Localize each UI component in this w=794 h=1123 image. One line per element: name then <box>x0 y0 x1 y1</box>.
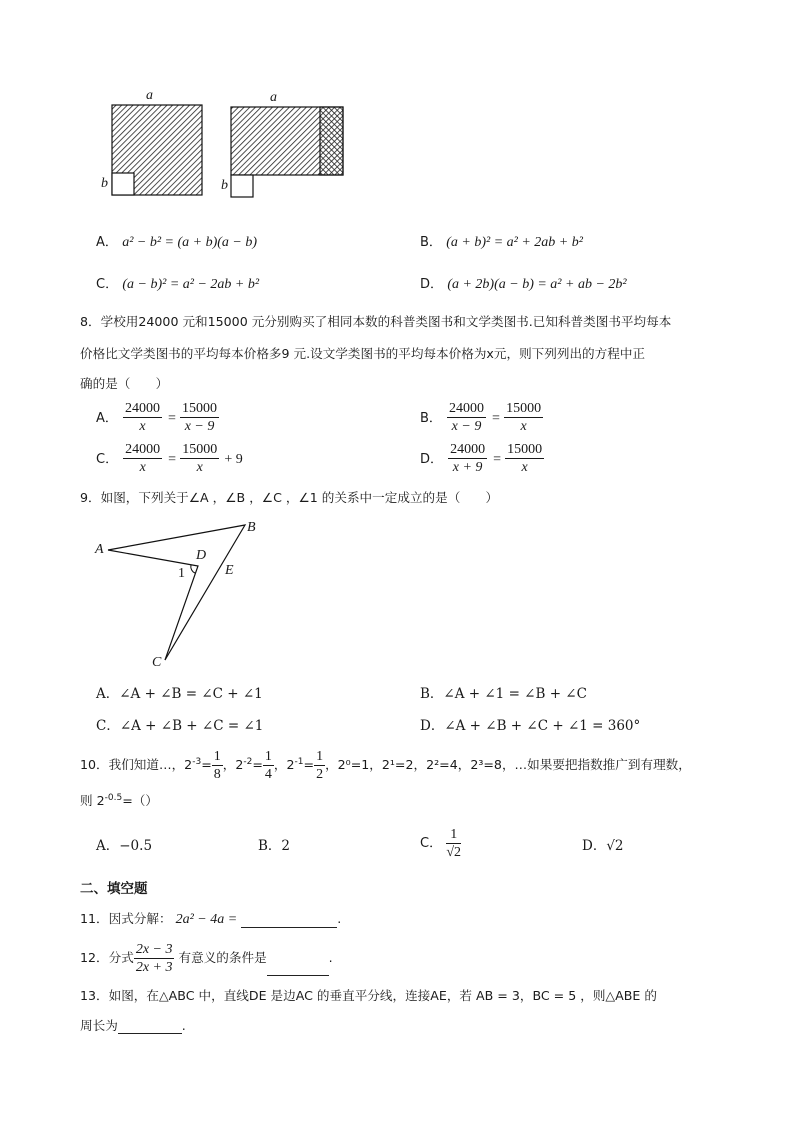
fig9-label-D: D <box>196 548 207 563</box>
q11-expr: 2a² − 4a = <box>175 912 238 927</box>
exp: -3 <box>192 756 202 767</box>
q8-option-d[interactable]: D． $\frac{24000}{x + 9}$ = $\frac{15000}{x}$ <box>420 442 543 475</box>
frac-num: 24000 <box>125 442 161 457</box>
fig7-label-a-left: a <box>146 88 153 103</box>
answer-blank[interactable] <box>267 961 329 976</box>
q7-option-a[interactable] <box>96 232 257 253</box>
q10-pre: 10．我们知道…，2 <box>80 757 193 772</box>
q10-line2-post: =（） <box>122 793 158 808</box>
q7-option-b[interactable] <box>420 232 583 253</box>
q10-option-c[interactable] <box>420 826 461 861</box>
option-letter: A． <box>96 411 118 426</box>
frac-den: x − 9 <box>451 419 482 434</box>
q8-stem-line1: 8．学校用24000 元和15000 元分别购买了相同本数的科普类图书和文学类图书.已知科普类图书平均每本 <box>80 314 672 329</box>
q9-option-d[interactable]: D．∠A + ∠B + ∠C + ∠1 = 360° <box>420 718 641 734</box>
option-letter: B． <box>420 235 442 250</box>
q7-option-d[interactable] <box>420 274 627 295</box>
frac-num: 15000 <box>506 401 542 416</box>
q8-stem-line3: 确的是（ ） <box>80 376 169 391</box>
exp: -1 <box>294 756 304 767</box>
q11-line <box>80 908 341 928</box>
frac-den: 2x + 3 <box>135 960 173 975</box>
frac-num: 15000 <box>182 442 218 457</box>
q7-option-c[interactable] <box>96 274 259 295</box>
section-title: 二、填空题 <box>80 881 148 897</box>
q8-option-b[interactable]: B． $\frac{24000}{x - 9}$ = $\frac{15000}{x}$ <box>420 401 542 434</box>
frac-num: 1 <box>213 749 221 764</box>
q10-option-d[interactable]: D．√2 <box>582 838 624 854</box>
q12-line <box>80 941 333 976</box>
option-expr: (a + 2b)(a − b) = a² + ab − 2b² <box>447 277 627 292</box>
option-letter: A． <box>96 235 118 250</box>
q11-end: . <box>337 911 342 926</box>
frac-num: 24000 <box>449 401 485 416</box>
option-letter: C． <box>420 836 443 851</box>
q10-stem-line1: 10．我们知道…，$2^{-3}=$ $\frac{1}{8}$ ，$2^{-2}=$ $\frac{1}{4}$ ，$2^{-1}=$ $\frac{1}{2}$ ，2⁰=1，2¹=2，2²=4，2³=8，…如果要把指数推广到有理数， <box>80 749 691 782</box>
frac-den: x <box>520 419 527 434</box>
q10-option-a[interactable]: A．−0.5 <box>96 838 153 854</box>
frac-den: x <box>139 460 146 475</box>
frac-num: 2x − 3 <box>135 942 173 957</box>
frac-num: 1 <box>446 826 461 844</box>
q10-option-b[interactable]: B．2 <box>258 838 291 854</box>
answer-blank[interactable] <box>241 913 337 928</box>
option-letter: B． <box>420 411 442 426</box>
q9-option-a[interactable]: A．∠A + ∠B = ∠C + ∠1 <box>96 686 263 702</box>
frac-num: 24000 <box>450 442 486 457</box>
fig7-label-a-right: a <box>270 90 277 105</box>
right-small-square <box>231 175 253 197</box>
q12-end: . <box>328 950 333 965</box>
q13-end: . <box>181 1018 186 1033</box>
frac-num: 1 <box>316 749 324 764</box>
exp: -0.5 <box>104 792 123 803</box>
q13-line2-text: 周长为 <box>80 1018 118 1033</box>
fig7-label-b-right: b <box>221 178 228 193</box>
frac-den: √2 <box>446 845 462 860</box>
q9-option-c[interactable]: C．∠A + ∠B + ∠C = ∠1 <box>96 718 264 734</box>
frac-den: x <box>521 460 528 475</box>
frac-den: 4 <box>264 767 272 782</box>
option-letter: C． <box>96 277 119 292</box>
q13-line2 <box>80 1015 186 1034</box>
option-tail: + 9 <box>224 452 243 467</box>
exp: -2 <box>243 756 253 767</box>
q9-stem: 9．如图，下列关于∠A ，∠B ，∠C ，∠1 的关系中一定成立的是（ ） <box>80 490 499 505</box>
option-expr: (a + b)² = a² + 2ab + b² <box>446 235 583 250</box>
option-expr: a² − b² = (a + b)(a − b) <box>122 235 258 250</box>
q7-figure <box>0 0 794 210</box>
q9-figure <box>0 510 794 690</box>
q9-option-b[interactable]: B．∠A + ∠1 = ∠B + ∠C <box>420 686 587 702</box>
frac-num: 24000 <box>125 401 160 416</box>
frac-num: 1 <box>264 749 272 764</box>
frac-den: x − 9 <box>184 419 215 434</box>
right-rect-strip <box>320 107 343 175</box>
frac-den: x + 9 <box>452 460 483 475</box>
frac-den: 2 <box>316 767 324 782</box>
answer-blank[interactable] <box>118 1019 182 1034</box>
fig9-label-E: E <box>225 563 234 578</box>
q12-pre: 12．分式 <box>80 950 134 965</box>
option-expr: (a − b)² = a² − 2ab + b² <box>122 277 260 292</box>
q10-stem-line2 <box>80 790 158 809</box>
frac-den: 8 <box>213 767 221 782</box>
q11-text: 11．因式分解： <box>80 911 172 926</box>
frac-num: 15000 <box>182 401 218 416</box>
fig9-label-A: A <box>95 542 104 557</box>
fig9-label-B: B <box>247 520 256 535</box>
q12-post: 有意义的条件是 <box>178 950 267 965</box>
fig7-label-b-left: b <box>101 176 108 191</box>
option-letter: C． <box>96 452 119 467</box>
q8-option-a[interactable]: A． $\frac{24000}{x}$ = $\frac{15000}{x - 9}$ <box>96 401 218 434</box>
option-letter: D． <box>420 277 444 292</box>
q13-line1: 13．如图，在△ABC 中，直线DE 是边AC 的垂直平分线，连接AE，若 AB = 3，BC = 5 ，则△ABE 的 <box>80 988 657 1003</box>
frac-den: x <box>139 419 146 434</box>
q10-line2-pre: 则 2 <box>80 793 105 808</box>
fig9-label-C: C <box>152 655 162 670</box>
fig9-label-1: 1 <box>178 566 185 581</box>
option-letter: D． <box>420 452 444 467</box>
frac-num: 15000 <box>507 442 543 457</box>
frac-den: x <box>196 460 203 475</box>
q8-option-c[interactable]: C． $\frac{24000}{x}$ = $\frac{15000}{x}$ + 9 <box>96 442 243 475</box>
q10-tail: ，2⁰=1，2¹=2，2²=4，2³=8，…如果要把指数推广到有理数， <box>325 757 691 772</box>
q8-stem-line2: 价格比文学类图书的平均每本价格多9 元.设文学类图书的平均每本价格为x元，则下列列出的方程中正 <box>80 346 646 361</box>
left-small-square <box>112 173 134 195</box>
